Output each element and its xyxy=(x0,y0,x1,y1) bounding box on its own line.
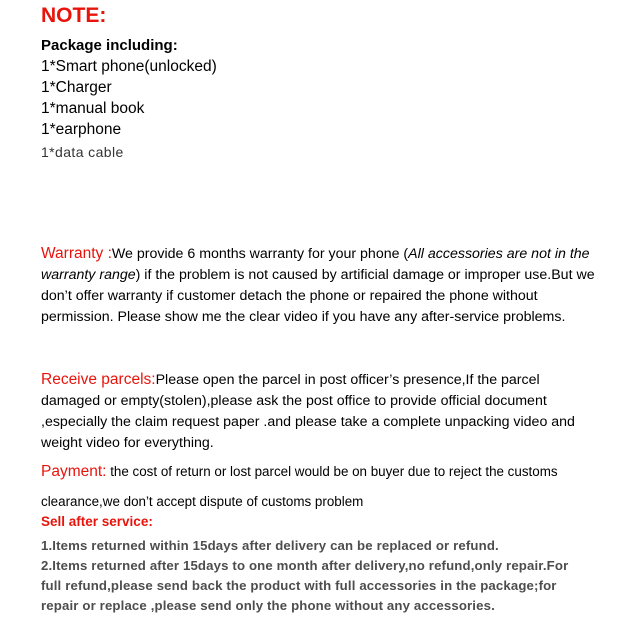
receive-paragraph xyxy=(41,369,601,454)
package-item-charger: 1*Charger xyxy=(41,79,112,96)
warranty-text-b: ) if the problem is not caused by artificial damage or improper use.But we don’t offer warranty if customer detach the phone or repaired the phone without permission. Please show me the clear video if you have any after-service problems. xyxy=(41,267,595,325)
package-item-manual: 1*manual book xyxy=(41,100,145,117)
sell-after-line-2: 2.Items returned after 15days to one month after delivery,no refund,only repair.For xyxy=(41,558,569,573)
sell-after-title: Sell after service: xyxy=(41,514,153,529)
package-heading: Package including: xyxy=(41,37,178,54)
note-title: NOTE: xyxy=(41,4,107,27)
package-item-phone: 1*Smart phone(unlocked) xyxy=(41,58,217,75)
payment-label: Payment: xyxy=(41,463,107,480)
receive-label: Receive parcels: xyxy=(41,371,156,388)
warranty-label: Warranty : xyxy=(41,245,112,262)
payment-text-1: the cost of return or lost parcel would be on buyer due to reject the customs xyxy=(106,464,558,479)
payment-line-1 xyxy=(41,463,558,481)
package-item-data-cable: 1*data cable xyxy=(41,144,124,160)
receive-text: Please open the parcel in post officer’s presence,If the parcel damaged or empty(stolen),please ask the post office to provide official document ,especially the claim request paper .and please take a complete unpacking video and weight video for everything. xyxy=(41,372,575,451)
package-item-earphone: 1*earphone xyxy=(41,121,122,138)
sell-after-line-4: repair or replace ,please send only the phone without any accessories. xyxy=(41,598,495,613)
sell-after-line-1: 1.Items returned within 15days after delivery can be replaced or refund. xyxy=(41,538,499,553)
warranty-paragraph xyxy=(41,243,601,328)
payment-line-2: clearance,we don’t accept dispute of customs problem xyxy=(41,494,364,509)
warranty-text-a: We provide 6 months warranty for your phone ( xyxy=(111,246,409,262)
sell-after-line-3: full refund,please send back the product with full accessories in the package;for xyxy=(41,578,557,593)
warranty-text-italic: All accessories are not in the warranty range xyxy=(41,246,590,283)
